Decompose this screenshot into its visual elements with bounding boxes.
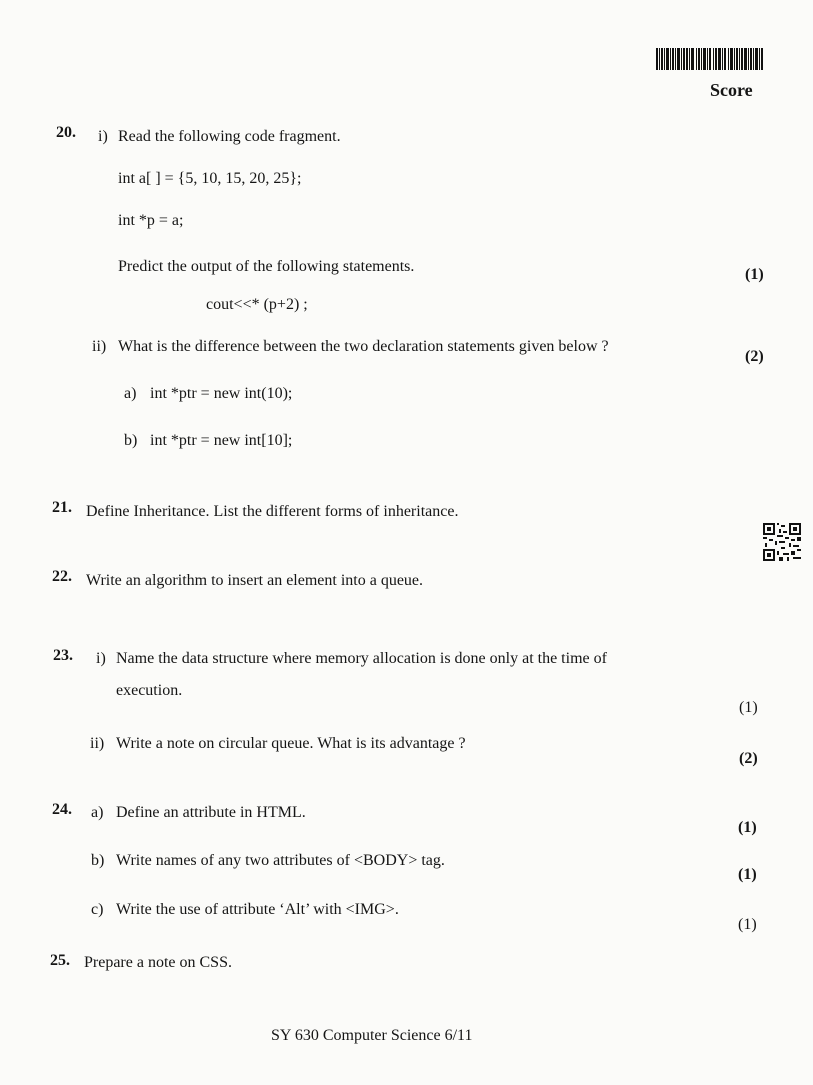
mark-label: (2): [739, 750, 758, 767]
code-line: int *ptr = new int(10);: [150, 385, 293, 402]
question-number: 22.: [52, 568, 72, 585]
question-text: Name the data structure where memory allocation is done only at the time of: [116, 650, 607, 667]
option-label: a): [124, 385, 137, 402]
question-text: What is the difference between the two declaration statements given below ?: [118, 338, 609, 355]
question-number: 20.: [56, 124, 76, 141]
code-line: int *ptr = new int[10];: [150, 432, 293, 449]
question-text: Write an algorithm to insert an element into a queue.: [86, 572, 424, 589]
mark-label: (1): [739, 699, 758, 716]
mark-label: (1): [738, 866, 757, 883]
code-line: int a[ ] = {5, 10, 15, 20, 25};: [118, 170, 302, 187]
question-number: 23.: [53, 647, 73, 664]
question-text: Write names of any two attributes of <BODY> tag.: [116, 852, 445, 869]
qr-code-icon: [763, 523, 801, 561]
option-label: b): [91, 852, 105, 869]
question-text: Predict the output of the following statements.: [118, 258, 415, 275]
question-text: Define Inheritance. List the different forms of inheritance.: [86, 503, 459, 520]
score-label: Score: [710, 80, 753, 100]
mark-label: (1): [738, 819, 757, 836]
mark-label: (2): [745, 348, 764, 365]
code-line: cout<<* (p+2) ;: [206, 296, 308, 313]
question-text: Prepare a note on CSS.: [84, 954, 232, 971]
code-line: int *p = a;: [118, 212, 184, 229]
mark-label: (1): [738, 916, 757, 933]
page-footer: SY 630 Computer Science 6/11: [271, 1027, 473, 1044]
question-number: 24.: [52, 801, 72, 818]
option-label: c): [91, 901, 104, 918]
question-number: 25.: [50, 952, 70, 969]
part-label: i): [98, 128, 108, 145]
question-text: execution.: [116, 682, 183, 699]
part-label: ii): [90, 735, 105, 752]
barcode-icon: [656, 48, 763, 70]
mark-label: (1): [745, 266, 764, 283]
question-text: Define an attribute in HTML.: [116, 804, 306, 821]
part-label: i): [96, 650, 106, 667]
question-text: Write a note on circular queue. What is its advantage ?: [116, 735, 466, 752]
question-text: Write the use of attribute ‘Alt’ with <IMG>.: [116, 901, 399, 918]
question-number: 21.: [52, 499, 72, 516]
option-label: b): [124, 432, 138, 449]
part-label: ii): [92, 338, 107, 355]
question-text: Read the following code fragment.: [118, 128, 341, 145]
option-label: a): [91, 804, 104, 821]
